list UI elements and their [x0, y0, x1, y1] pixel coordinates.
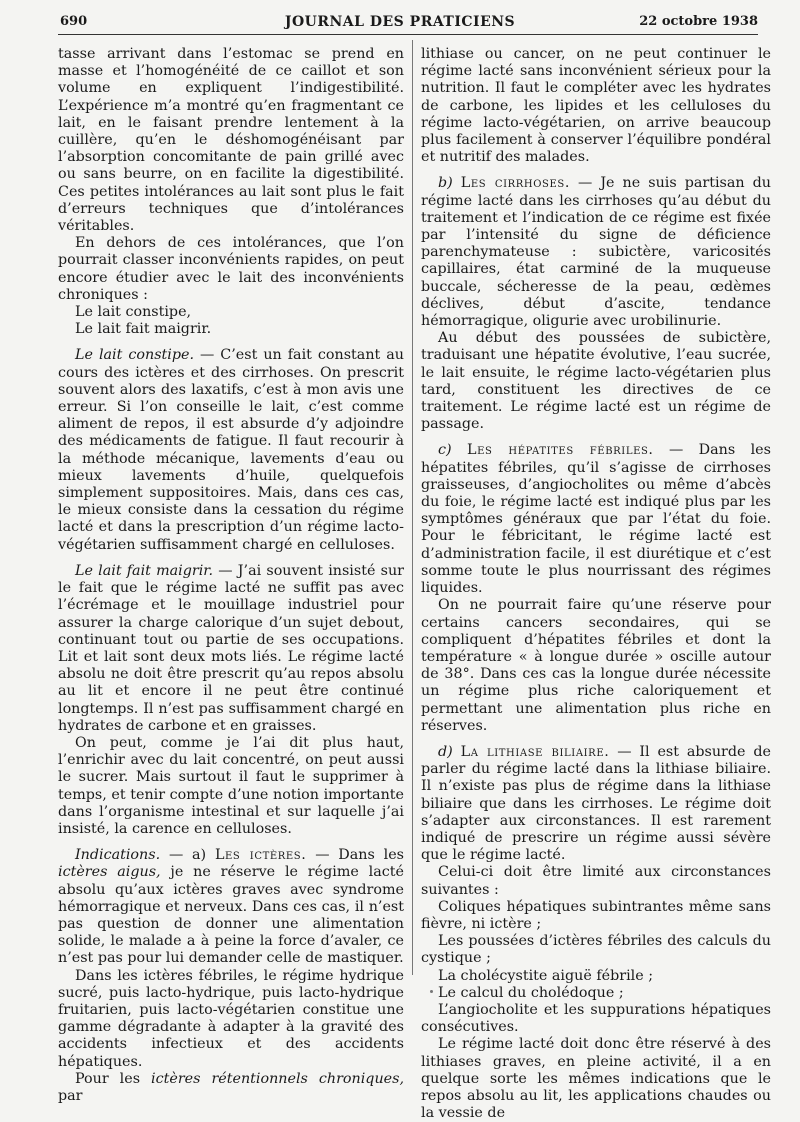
paragraph: Celui-ci doit être limité aux circonstances suivantes : — [421, 864, 771, 898]
section-heading: Indications. — [75, 847, 161, 864]
page-number: 690 — [60, 14, 88, 29]
left-column — [58, 46, 404, 1105]
paragraph: Au début des poussées de subictère, traduisant une hépatite évolutive, l’eau sucrée, le lait ensuite, le régime lacto-végétarien plus tard, constituent les directives de ce traitement. Le régime lacté est un régime de passage. — [421, 330, 771, 433]
paragraph: On ne pourrait faire qu’une réserve pour certains cancers secondaires, qui se compliquent d’hépatites fébriles et dont la température « à longue durée » oscille autour de 38°. Dans ces cas la longue durée nécessite un régime plus riche caloriquement et permettant une alimentation plus riche en réserves. — [421, 597, 771, 734]
list-item: Coliques hépatiques subintrantes même sans fièvre, ni ictère ; — [421, 898, 771, 932]
list-item: Le calcul du cholédoque ; — [438, 984, 624, 1001]
issue-date: 22 octobre 1938 — [639, 14, 758, 29]
section-paragraph: Le lait fait maigrir. — J’ai souvent insisté sur le fait que le régime lacté ne suffit pas avec l’écrémage et le mouillage industriel pour assurer la charge calorique d’un sujet debout, continuant tout ou partie de ses occupations. Lit et lait sont deux mots liés. Le régime lacté absolu ne doit être prescrit qu’au repos absolu au lit et encore il ne peut être continué longtemps. Il n’est pas suffisamment chargé en hydrates de carbone et en graisses. — [58, 562, 404, 734]
list-item: Les poussées d’ictères fébriles des calculs du cystique ; — [421, 933, 771, 967]
list-item: La cholécystite aiguë fébrile ; — [438, 967, 654, 984]
section-paragraph: c) Les hépatites fébriles. — Dans les hépatites fébriles, qu’il s’agisse de cirrhoses graisseuses, d’angiocholites ou même d’abcès du foie, le régime lacté est indiqué plus par les symptômes généraux que par l’état du foie. Pour le fébricitant, le régime lacté est d’administration facile, il est diurétique et c’est somme toute le plus nourrissant des régimes liquides. — [421, 442, 771, 597]
section-paragraph: d) La lithiase biliaire. — Il est absurde de parler du régime lacté dans la lithiase biliaire. Il n’existe pas plus de régime dans la lithiase biliaire que dans les cirrhoses. Le régime doit s’adapter aux circonstances. Il est rarement indiqué de prescrire un régime aussi sévère que le régime lacté. — [421, 743, 771, 864]
list-item: Le lait constipe, — [75, 304, 192, 321]
paragraph: Pour les ictères rétentionnels chroniques, par — [58, 1070, 404, 1104]
subsection-heading: Les ictères. — [214, 847, 307, 864]
section-paragraph: b) Les cirrhoses. — Je ne suis partisan du régime lacté dans les cirrhoses qu’au début du traitement et l’indication de ce régime est fixée par l’intensité du signe de déficience parenchymateuse : subictère, varicosités capillaires, état carminé de la muqueuse buccale, sécheresse de la peau, œdèmes déclives, début d’ascite, tendance hémorragique, oligurie avec urobilinurie. — [421, 175, 771, 330]
section-paragraph: Indications. — a) Les ictères. — Dans les ictères aigus, je ne réserve le régime lacté absolu qu’aux ictères graves avec syndrome hémorragique et nerveux. Dans ces cas, il n’est pas question de donner une alimentation solide, le malade a à peine la force d’avaler, ce n’est pas pour lui demander celle de mastiquer. — [58, 847, 404, 967]
list-item: Le lait fait maigrir. — [75, 321, 212, 338]
column-divider — [412, 40, 413, 975]
section-heading: Le lait constipe. — [75, 347, 195, 364]
subsection-heading: Les cirrhoses. — [460, 175, 570, 192]
paragraph: tasse arrivant dans l’estomac se prend en masse et l’homogénéité de ce caillot et son volume en expliquent l’indigestibilité. L’expérience m’a montré qu’en fragmentant ce lait, en le faisant prendre lentement à la cuillère, qu’en le déshomogénéisant par l’absorption concomitante de pain grillé avec ou sans beurre, on en facilite la digestibilité. Ces petites intolérances au lait sont plus le fait d’erreurs techniques que d’intolérances véritables. — [58, 46, 404, 235]
section-paragraph: Le lait constipe. — C’est un fait constant au cours des ictères et des cirrhoses. On prescrit souvent alors des laxatifs, c’est à mon avis une erreur. Si l’on conseille le lait, c’est comme aliment de repos, il est absurde d’y adjoindre des médicaments de fatigue. Il faut recourir à la méthode mécanique, lavements d’eau ou mieux lavements d’huile, quelquefois simplement suppositoires. Mais, dans ces cas, le mieux consiste dans la cessation du régime lacté et dans la prescription d’un régime lacto-végétarien suffisamment chargé en celluloses. — [58, 347, 404, 553]
paragraph: lithiase ou cancer, on ne peut continuer le régime lacté sans inconvénient sérieux pour la nutrition. Il faut le compléter avec les hydrates de carbone, les lipides et les celluloses du régime lacto-végétarien, on arrive beaucoup plus facilement à conserver l’équilibre pondéral et nutritif des malades. — [421, 46, 771, 166]
section-heading: Le lait fait maigrir. — [75, 562, 214, 579]
paragraph: Le régime lacté doit donc être réservé à des lithiases graves, en pleine activité, il a en quelque sorte les mêmes indications que le repos absolu au lit, les applications chaudes ou la vessie de — [421, 1036, 771, 1122]
print-speck — [430, 990, 433, 993]
page-header — [0, 14, 800, 36]
right-column — [421, 46, 771, 1122]
journal-title: JOURNAL DES PRATICIENS — [284, 14, 516, 30]
paragraph: On peut, comme je l’ai dit plus haut, l’enrichir avec du lait concentré, on peut aussi le sucrer. Mais surtout il faut le supprimer à temps, et tenir compte d’une notion importante dans l’organisme intestinal et sur laquelle j’ai insisté, la carence en celluloses. — [58, 734, 404, 837]
list-item: L’angiocholite et les suppurations hépatiques consécutives. — [421, 1001, 771, 1036]
subsection-heading: Les hépatites fébriles. — [466, 442, 654, 459]
paragraph: Dans les ictères fébriles, le régime hydrique sucré, puis lacto-hydrique, puis lacto-hydrique fruitarien, puis lacto-végétarien constitue une gamme dégradante à adapter à la gravité des accidents infectieux et des accidents hépatiques. — [58, 967, 404, 1070]
paragraph: En dehors de ces intolérances, que l’on pourrait classer inconvénients rapides, on peut encore étudier avec le lait des inconvénients chroniques : — [58, 235, 404, 303]
subsection-heading: La lithiase biliaire. — [460, 743, 610, 760]
header-rule — [58, 34, 758, 35]
